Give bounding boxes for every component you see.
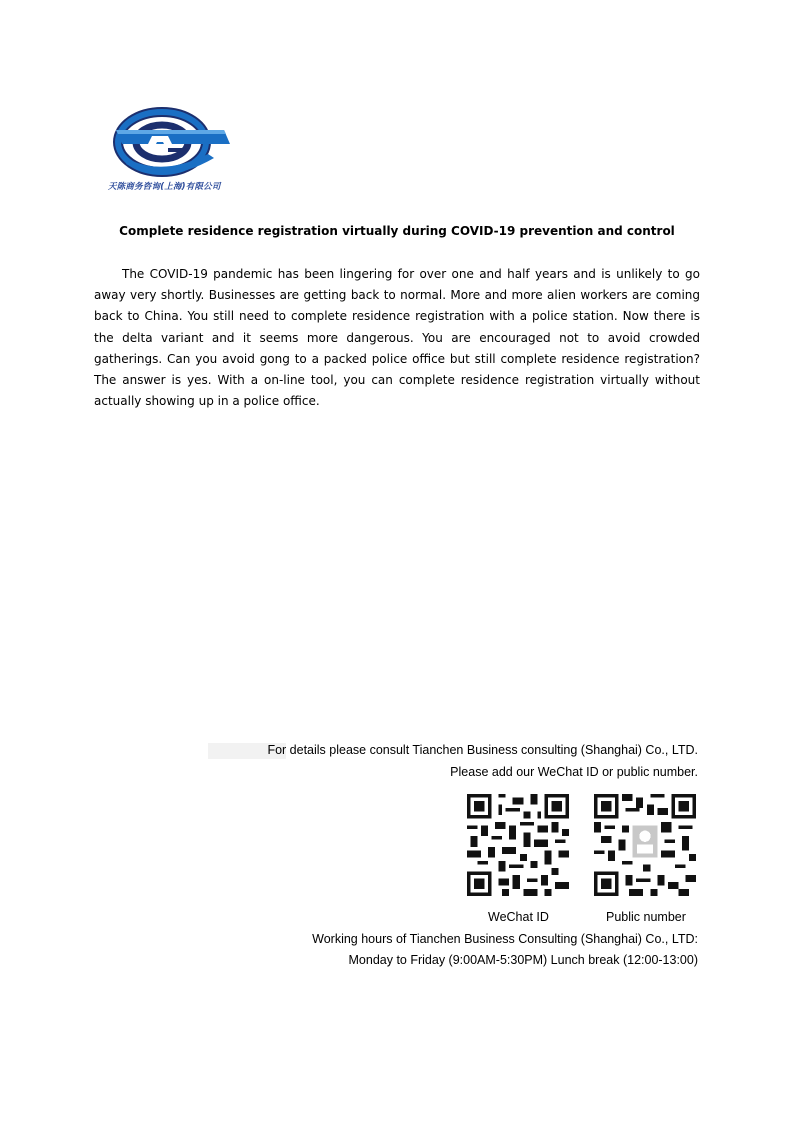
consult-line: For details please consult Tianchen Business consulting (Shanghai) Co., LTD. [267,743,698,757]
public-number-label: Public number [606,910,686,924]
body-paragraph: The COVID-19 pandemic has been lingering for over one and half years and is unlikely to go away very shortly. Businesses are getting back to normal. More and more alien workers are coming back to China. You still need to complete residence registration with a police station. Now there is the delta variant and it seems more dangerous. You are encouraged not to avoid crowded gatherings. Can you avoid gong to a packed police office but still complete residence registration? The answer is yes. With a on-line tool, you can complete residence registration virtually without actually showing up in a police office. [94,267,700,409]
document-title: Complete residence registration virtually during COVID-19 prevention and control [119,224,675,238]
logo-caption: 天陈商务咨询(上海)有限公司 [108,182,221,192]
wechat-id-label: WeChat ID [488,910,549,924]
working-hours-line: Working hours of Tianchen Business Consulting (Shanghai) Co., LTD: [312,932,698,946]
wechat-prompt-line: Please add our WeChat ID or public number. [450,765,698,779]
wechat-qr-code [467,794,569,896]
public-number-qr-code [594,794,696,896]
schedule-line: Monday to Friday (9:00AM-5:30PM) Lunch break (12:00-13:00) [348,953,698,967]
